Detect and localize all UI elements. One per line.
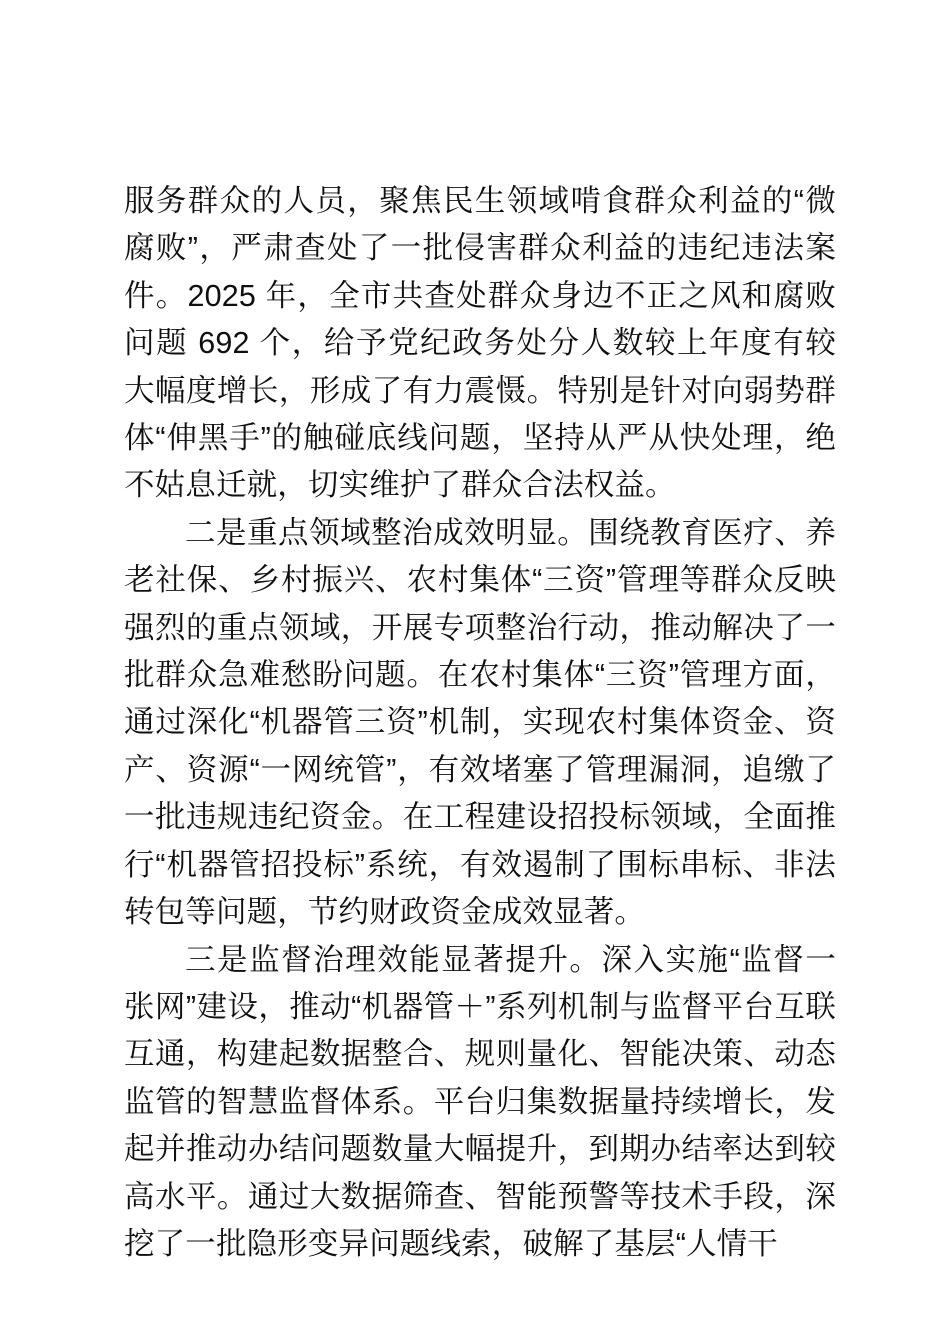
document-body	[124, 178, 836, 1268]
paragraph-3: 三是监督治理效能显著提升。深入实施“监督一张网”建设，推动“机器管＋”系列机制与监督平台互联互通，构建起数据整合、规则量化、智能决策、动态监管的智慧监督体系。平台归集数据量持续增长，发起并推动办结问题数量大幅提升，到期办结率达到较高水平。通过大数据筛查、智能预警等技术手段，深挖了一批隐形变异问题线索，破解了基层“人情干	[124, 942, 836, 1261]
paragraph-1: 服务群众的人员，聚焦民生领域啃食群众利益的“微腐败”，严肃查处了一批侵害群众利益的违纪违法案件。2025 年，全市共查处群众身边不正之风和腐败问题 692 个，给予党纪政务处分人数较上年度有较大幅度增长，形成了有力震慑。特别是针对向弱势群体“伸黑手”的触碰底线问题，坚持从严从快处理，绝不姑息迁就，切实维护了群众合法权益。	[124, 184, 836, 503]
paragraph-2: 二是重点领域整治成效明显。围绕教育医疗、养老社保、乡村振兴、农村集体“三资”管理等群众反映强烈的重点领域，开展专项整治行动，推动解决了一批群众急难愁盼问题。在农村集体“三资”管理方面，通过深化“机器管三资”机制，实现农村集体资金、资产、资源“一网统管”，有效堵塞了管理漏洞，追缴了一批违规违纪资金。在工程建设招投标领域，全面推行“机器管招投标”系统，有效遏制了围标串标、非法转包等问题，节约财政资金成效显著。	[124, 515, 836, 930]
